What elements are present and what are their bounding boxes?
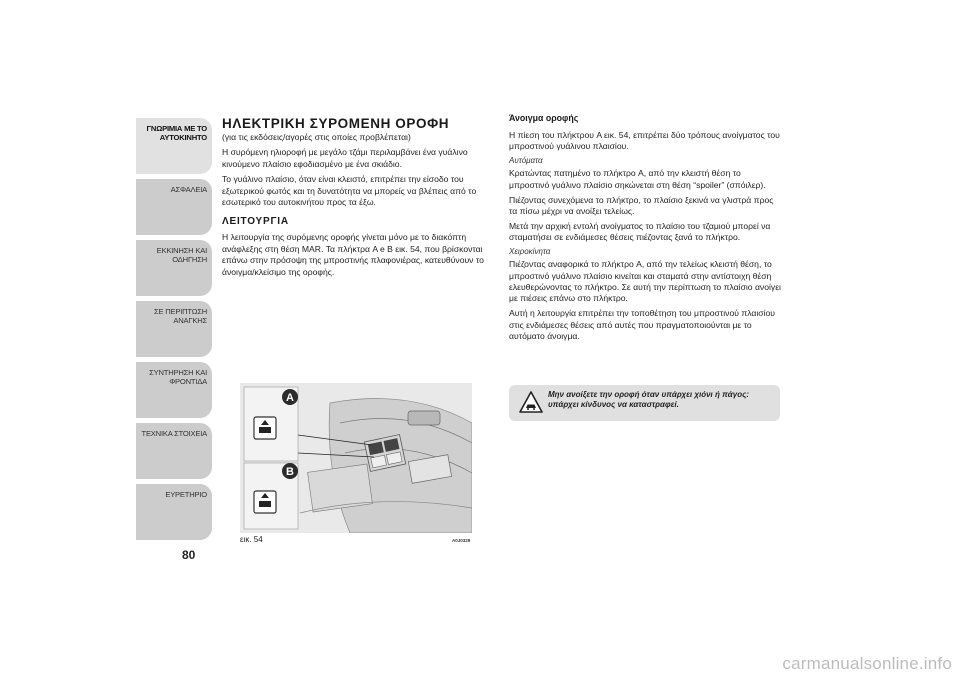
figure-code: A0J0329 bbox=[452, 538, 471, 543]
right-column bbox=[509, 113, 781, 346]
automatic-paragraph-3: Μετά την αρχική εντολή ανοίγματος το πλαίσιο του τζαμιού μπορεί να σταματήσει σε ενδιάμεσες θέσεις πιέζοντας ξανά το πλήκτρο. bbox=[509, 220, 771, 243]
roof-console-illustration bbox=[240, 383, 472, 533]
manual-paragraph-1: Πιέζοντας αναφορικά το πλήκτρο A, από την τελείως κλειστή θέση, το μπροστινό γυάλινο πλαίσιο κινείται και σταματά στην αντίστοιχη θέση ελευθερώνοντας το πλήκτρο. Σε αυτή την περίπτωση το πλαίσιο ανοίγει με πιέσεις επάνω στο πλήκτρο. bbox=[509, 259, 781, 304]
opening-paragraph-1: Η πίεση του πλήκτρου A εικ. 54, επιτρέπει δύο τρόπους ανοίγματος του μπροστινού γυάλινου πλαισίου. bbox=[509, 130, 780, 152]
tab-safety[interactable]: ΑΣΦΑΛΕΙΑ bbox=[136, 179, 212, 235]
section-heading-opening: Άνοιγμα οροφής bbox=[509, 113, 579, 123]
watermark: carmanualsonline.info bbox=[782, 654, 952, 673]
page-title: ΗΛΕΚΤΡΙΚΗ ΣΥΡΟΜΕΝΗ ΟΡΟΦΗ bbox=[222, 116, 450, 131]
manual-paragraph-2: Αυτή η λειτουργία επιτρέπει την τοποθέτηση του μπροστινού πλαισίου στις ενδιάμεσες θέσεις από αυτές που πραγματοποιούνται με το αυτόματο άνοιγμα. bbox=[509, 308, 775, 342]
page-number: 80 bbox=[182, 548, 196, 562]
tab-index[interactable]: ΕΥΡΕΤΗΡΙΟ bbox=[136, 484, 212, 540]
subheading-manual: Χειροκίνητα bbox=[509, 247, 551, 257]
figure-caption: εικ. 54 bbox=[240, 535, 263, 544]
operation-paragraph: Η λειτουργία της συρόμενης οροφής γίνεται μόνο με το διακόπτη ανάφλεξης στη θέση MAR. Τα πλήκτρα A e B εικ. 54, που βρίσκονται επάνω στην πρόσοψη της μπροστινής πλαφονιέρας, κατευθύνουν το άνοιγμα/κλείσιμο της οροφής. bbox=[222, 232, 484, 277]
tab-maintenance[interactable]: ΣΥΝΤΗΡΗΣΗ ΚΑΙ ΦΡΟΝΤΙΔΑ bbox=[136, 362, 212, 418]
left-column bbox=[222, 116, 490, 282]
automatic-paragraph-1: Κρατώντας πατημένο το πλήκτρο A, από την κλειστή θέση το μπροστινό γυάλινο πλαίσιο σηκώνεται στη θέση “spoiler” (σπόιλερ). bbox=[509, 168, 766, 190]
tab-getting-to-know-car[interactable]: ΓΝΩΡΙΜΙΑ ΜΕ ΤΟ ΑΥΤΟΚΙΝΗΤΟ bbox=[136, 118, 212, 174]
automatic-paragraph-2: Πιέζοντας συνεχόμενα το πλήκτρο, το πλαίσιο ξεκινά να γλιστρά προς τα πίσω μέχρι να ανοίξει τελείως. bbox=[509, 194, 774, 217]
subheading-automatic: Αυτόματα bbox=[509, 156, 543, 166]
subtitle: (για τις εκδόσεις/αγορές στις οποίες προβλέπεται) bbox=[222, 132, 411, 142]
label-b: B bbox=[286, 466, 294, 478]
tab-emergency[interactable]: ΣΕ ΠΕΡΙΠΤΩΣΗ ΑΝΑΓΚΗΣ bbox=[136, 301, 212, 357]
warning-car-icon bbox=[519, 391, 543, 413]
intro-paragraph-1: Η συρόμενη ηλιοροφή με μεγάλο τζάμι περιλαμβάνει ένα γυάλινο κινούμενο πλαίσιο εφοδιασμένο με ένα σκιάδιο. bbox=[222, 147, 468, 169]
section-heading-operation: ΛΕΙΤΟΥΡΓΙΑ bbox=[222, 216, 289, 228]
intro-paragraph-2: Το γυάλινο πλαίσιο, όταν είναι κλειστό, επιτρέπει την είσοδο του εξωτερικού φωτός και τη δυνατότητα να μπορείς να βλέπεις από το εσωτερικό του αυτοκινήτου προς τα έξω. bbox=[222, 174, 477, 208]
figure-roof-buttons bbox=[240, 383, 472, 533]
label-a: A bbox=[286, 392, 294, 404]
warning-box bbox=[509, 385, 780, 421]
tab-technical-data[interactable]: ΤΕΧΝΙΚΑ ΣΤΟΙΧΕΙΑ bbox=[136, 423, 212, 479]
warning-text: Μην ανοίξετε την οροφή όταν υπάρχει χιόνι ή πάγος: υπάρχει κίνδυνος να καταστραφεί. bbox=[548, 390, 750, 409]
tab-starting-driving[interactable]: ΕΚΚΙΝΗΣΗ ΚΑΙ ΟΔΗΓΗΣΗ bbox=[136, 240, 212, 296]
